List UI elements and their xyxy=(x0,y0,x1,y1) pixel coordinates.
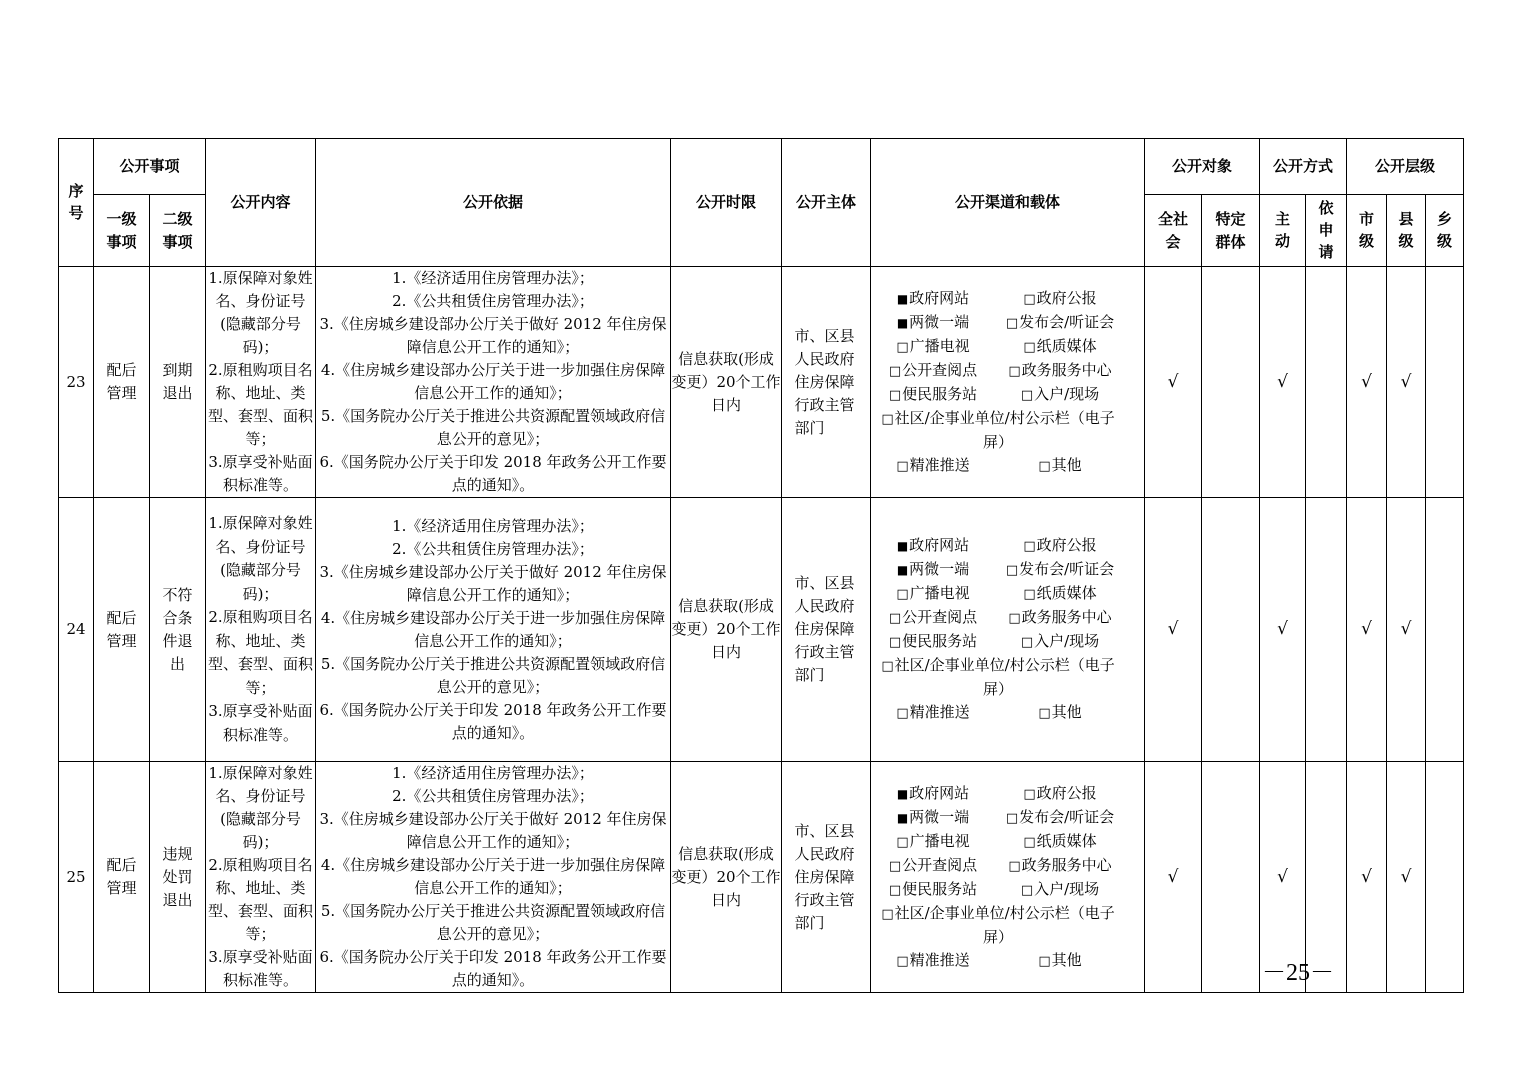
channel-option xyxy=(871,359,995,383)
channel-option xyxy=(995,558,1125,582)
channel-option xyxy=(871,830,995,854)
empty-box-icon: □ xyxy=(1008,363,1021,379)
header-time-limit: 公开时限 xyxy=(671,139,782,267)
channel-label: 入户/现场 xyxy=(1034,632,1100,650)
channel-option xyxy=(871,854,995,878)
channel-label: 政府公报 xyxy=(1036,288,1097,307)
channel-list xyxy=(871,782,1144,973)
header-seq: 序号 xyxy=(59,139,94,267)
row-level-county xyxy=(1387,498,1426,762)
channel-label: 社区/企事业单位/村公示栏（电子屏） xyxy=(894,408,1115,451)
empty-box-icon: □ xyxy=(888,858,902,874)
channel-label: 政府公报 xyxy=(1036,536,1097,554)
channel-label: 广播电视 xyxy=(909,336,970,355)
channel-option xyxy=(995,454,1125,478)
channel-label: 纸质媒体 xyxy=(1036,584,1097,602)
channel-label: 发布会/听证会 xyxy=(1019,807,1115,826)
row-level-county xyxy=(1387,267,1426,498)
channel-label: 广播电视 xyxy=(909,584,970,602)
empty-box-icon: □ xyxy=(1023,291,1036,307)
basis-line: 1.《经济适用住房管理办法》； xyxy=(392,764,594,782)
empty-box-icon: □ xyxy=(888,363,902,379)
empty-box-icon: □ xyxy=(896,587,909,602)
channel-label: 精准推送 xyxy=(909,950,970,969)
row-target-specific xyxy=(1202,762,1260,993)
basis-line: 6.《国务院办公厅关于印发 2018 年政务公开工作要点的通知》。 xyxy=(319,453,667,494)
channel-label: 政府网站 xyxy=(909,783,970,802)
channel-option xyxy=(871,287,995,311)
row-channels xyxy=(871,267,1145,498)
row-level-city xyxy=(1347,762,1387,993)
channel-option xyxy=(995,582,1125,606)
check-icon: √ xyxy=(1361,371,1372,392)
row-item-l2: 到期退出 xyxy=(150,267,206,498)
checked-box-icon: ■ xyxy=(896,786,909,801)
channel-label: 入户/现场 xyxy=(1034,384,1100,403)
empty-box-icon: □ xyxy=(1020,635,1034,650)
row-target-all xyxy=(1145,267,1202,498)
check-icon: √ xyxy=(1277,371,1288,392)
channel-label: 其他 xyxy=(1051,703,1082,721)
check-icon: √ xyxy=(1167,619,1179,639)
channel-label: 便民服务站 xyxy=(902,384,978,403)
empty-box-icon: □ xyxy=(1005,315,1019,331)
row-time-limit: 信息获取(形成变更）20个工作日内 xyxy=(671,498,782,762)
checked-box-icon: ■ xyxy=(896,539,909,553)
channel-label: 纸质媒体 xyxy=(1036,831,1097,850)
channel-option xyxy=(995,878,1125,902)
row-seq: 24 xyxy=(59,498,94,762)
channel-label: 政府网站 xyxy=(909,288,970,307)
empty-box-icon: □ xyxy=(888,387,902,403)
channel-option xyxy=(871,534,995,558)
empty-box-icon: □ xyxy=(1008,858,1021,874)
header-target-specific: 特定群体 xyxy=(1202,195,1260,267)
row-target-specific xyxy=(1202,498,1260,762)
empty-box-icon: □ xyxy=(1023,587,1036,602)
empty-box-icon: □ xyxy=(1005,563,1019,578)
header-method-group: 公开方式 xyxy=(1260,139,1347,195)
basis-line: 3.《住房城乡建设部办公厅关于做好 2012 年住房保障信息公开工作的通知》； xyxy=(319,810,667,851)
channel-label: 发布会/听证会 xyxy=(1019,312,1115,331)
checked-box-icon: ■ xyxy=(896,315,909,330)
row-seq: 25 xyxy=(59,762,94,993)
channel-option xyxy=(871,949,995,973)
row-subject: 市、区县人民政府住房保障行政主管部门 xyxy=(782,267,871,498)
check-icon: √ xyxy=(1400,619,1412,639)
table-row xyxy=(59,498,1464,762)
row-seq: 23 xyxy=(59,267,94,498)
channel-option xyxy=(995,701,1125,725)
channel-label: 政务服务中心 xyxy=(1021,360,1112,379)
channel-option xyxy=(871,654,1125,701)
table-row xyxy=(59,267,1464,498)
content-line: 1.原保障对象姓名、身份证号(隐藏部分号码)； xyxy=(208,269,313,356)
channel-option xyxy=(871,902,1125,949)
channel-label: 政府公报 xyxy=(1036,783,1097,802)
empty-box-icon: □ xyxy=(896,339,909,355)
basis-line: 2.《公共租赁住房管理办法》； xyxy=(392,787,594,805)
empty-box-icon: □ xyxy=(1020,882,1034,898)
empty-box-icon: □ xyxy=(1023,834,1036,850)
basis-line: 3.《住房城乡建设部办公厅关于做好 2012 年住房保障信息公开工作的通知》； xyxy=(319,315,667,356)
basis-line: 6.《国务院办公厅关于印发 2018 年政务公开工作要点的通知》。 xyxy=(319,700,667,742)
row-content xyxy=(206,498,316,762)
row-level-city xyxy=(1347,267,1387,498)
channel-label: 其他 xyxy=(1051,950,1082,969)
channel-label: 广播电视 xyxy=(909,831,970,850)
row-target-all xyxy=(1145,498,1202,762)
content-line: 1.原保障对象姓名、身份证号(隐藏部分号码)； xyxy=(208,514,313,603)
empty-box-icon: □ xyxy=(1020,387,1034,403)
check-icon: √ xyxy=(1361,866,1372,887)
header-basis: 公开依据 xyxy=(316,139,671,267)
disclosure-table xyxy=(58,138,1464,993)
row-level-county xyxy=(1387,762,1426,993)
channel-label: 便民服务站 xyxy=(902,879,978,898)
header-target-all: 全社会 xyxy=(1145,195,1202,267)
content-line: 2.原租购项目名称、地址、类型、套型、面积等； xyxy=(208,608,314,697)
channel-label: 政府网站 xyxy=(909,536,970,554)
row-time-limit: 信息获取(形成变更）20个工作日内 xyxy=(671,267,782,498)
content-line: 3.原享受补贴面积标准等。 xyxy=(208,453,313,494)
checked-box-icon: ■ xyxy=(896,563,909,577)
channel-option xyxy=(995,606,1125,630)
empty-box-icon: □ xyxy=(881,659,894,674)
empty-box-icon: □ xyxy=(881,906,894,922)
row-time-limit: 信息获取(形成变更）20个工作日内 xyxy=(671,762,782,993)
channel-option xyxy=(871,701,995,725)
basis-line: 6.《国务院办公厅关于印发 2018 年政务公开工作要点的通知》。 xyxy=(319,948,667,989)
row-subject: 市、区县人民政府住房保障行政主管部门 xyxy=(782,498,871,762)
check-icon: √ xyxy=(1277,866,1288,887)
empty-box-icon: □ xyxy=(1023,539,1036,554)
header-level-group: 公开层级 xyxy=(1347,139,1464,195)
row-method-apply xyxy=(1306,498,1347,762)
row-item-l1: 配后管理 xyxy=(94,762,150,993)
table-row xyxy=(59,762,1464,993)
channel-option xyxy=(871,582,995,606)
empty-box-icon: □ xyxy=(881,411,894,427)
empty-box-icon: □ xyxy=(896,834,909,850)
basis-line: 4.《住房城乡建设部办公厅关于进一步加强住房保障信息公开工作的通知》； xyxy=(320,608,666,650)
channel-option xyxy=(995,806,1125,830)
row-target-specific xyxy=(1202,267,1260,498)
channel-option xyxy=(995,311,1125,335)
row-content xyxy=(206,762,316,993)
channel-option xyxy=(995,854,1125,878)
empty-box-icon: □ xyxy=(1038,953,1051,969)
header-item-l2: 二级事项 xyxy=(150,195,206,267)
row-method-apply xyxy=(1306,267,1347,498)
channel-option xyxy=(871,335,995,359)
content-line: 3.原享受补贴面积标准等。 xyxy=(208,948,313,989)
header-subject: 公开主体 xyxy=(782,139,871,267)
row-channels xyxy=(871,762,1145,993)
check-icon: √ xyxy=(1167,371,1179,392)
check-icon: √ xyxy=(1400,371,1412,392)
basis-line: 5.《国务院办公厅关于推进公共资源配置领域政府信息公开的意见》； xyxy=(320,407,666,448)
header-level-county: 县级 xyxy=(1387,195,1426,267)
channel-list xyxy=(871,287,1144,478)
row-content xyxy=(206,267,316,498)
channel-option xyxy=(995,287,1125,311)
check-icon: √ xyxy=(1400,866,1412,887)
header-item-group: 公开事项 xyxy=(94,139,206,195)
row-subject: 市、区县人民政府住房保障行政主管部门 xyxy=(782,762,871,993)
basis-line: 2.《公共租赁住房管理办法》； xyxy=(392,539,594,558)
page-number: －25－ xyxy=(1262,960,1334,986)
channel-option xyxy=(995,335,1125,359)
row-basis xyxy=(316,498,671,762)
channel-label: 公开查阅点 xyxy=(902,608,978,626)
header-method-apply: 依申请 xyxy=(1306,195,1347,267)
empty-box-icon: □ xyxy=(1038,458,1051,474)
content-line: 2.原租购项目名称、地址、类型、套型、面积等； xyxy=(208,361,314,448)
empty-box-icon: □ xyxy=(896,706,909,721)
header-item-l1: 一级事项 xyxy=(94,195,150,267)
channel-list xyxy=(871,534,1144,725)
channel-label: 社区/企事业单位/村公示栏（电子屏） xyxy=(894,903,1115,946)
channel-option xyxy=(871,311,995,335)
empty-box-icon: □ xyxy=(896,953,909,969)
channel-option xyxy=(995,830,1125,854)
basis-line: 4.《住房城乡建设部办公厅关于进一步加强住房保障信息公开工作的通知》； xyxy=(320,856,666,897)
header-target-group: 公开对象 xyxy=(1145,139,1260,195)
header-level-town: 乡级 xyxy=(1426,195,1464,267)
channel-option xyxy=(871,630,995,654)
channel-option xyxy=(995,782,1125,806)
channel-option xyxy=(871,558,995,582)
channel-label: 入户/现场 xyxy=(1034,879,1100,898)
basis-line: 5.《国务院办公厅关于推进公共资源配置领域政府信息公开的意见》； xyxy=(320,654,666,696)
row-target-all xyxy=(1145,762,1202,993)
channel-label: 精准推送 xyxy=(909,455,970,474)
empty-box-icon: □ xyxy=(1008,611,1021,626)
channel-option xyxy=(871,782,995,806)
row-item-l1: 配后管理 xyxy=(94,267,150,498)
row-level-town xyxy=(1426,762,1464,993)
row-item-l1: 配后管理 xyxy=(94,498,150,762)
channel-option xyxy=(871,383,995,407)
header-level-city: 市级 xyxy=(1347,195,1387,267)
row-item-l2: 违规处罚退出 xyxy=(150,762,206,993)
empty-box-icon: □ xyxy=(888,611,902,626)
channel-label: 社区/企事业单位/村公示栏（电子屏） xyxy=(894,656,1115,698)
basis-line: 2.《公共租赁住房管理办法》； xyxy=(392,292,594,310)
header-channels: 公开渠道和载体 xyxy=(871,139,1145,267)
channel-option xyxy=(995,630,1125,654)
empty-box-icon: □ xyxy=(1023,786,1036,802)
empty-box-icon: □ xyxy=(1038,706,1051,721)
row-item-l2: 不符合条件退出 xyxy=(150,498,206,762)
content-line: 2.原租购项目名称、地址、类型、套型、面积等； xyxy=(208,856,314,943)
empty-box-icon: □ xyxy=(888,882,902,898)
channel-label: 公开查阅点 xyxy=(902,855,978,874)
channel-label: 政务服务中心 xyxy=(1021,855,1112,874)
channel-label: 纸质媒体 xyxy=(1036,336,1097,355)
check-icon: √ xyxy=(1167,866,1179,887)
empty-box-icon: □ xyxy=(888,635,902,650)
header-content: 公开内容 xyxy=(206,139,316,267)
row-level-town xyxy=(1426,498,1464,762)
checked-box-icon: ■ xyxy=(896,810,909,825)
basis-line: 4.《住房城乡建设部办公厅关于进一步加强住房保障信息公开工作的通知》； xyxy=(320,361,666,402)
content-line: 1.原保障对象姓名、身份证号(隐藏部分号码)； xyxy=(208,764,313,851)
channel-label: 便民服务站 xyxy=(902,632,978,650)
basis-line: 3.《住房城乡建设部办公厅关于做好 2012 年住房保障信息公开工作的通知》； xyxy=(319,562,667,604)
channel-label: 精准推送 xyxy=(909,703,970,721)
check-icon: √ xyxy=(1361,619,1372,639)
check-icon: √ xyxy=(1277,619,1288,639)
row-basis xyxy=(316,762,671,993)
header-method-active: 主动 xyxy=(1260,195,1306,267)
empty-box-icon: □ xyxy=(896,458,909,474)
channel-option xyxy=(995,383,1125,407)
channel-label: 两微一端 xyxy=(909,807,970,826)
row-method-active xyxy=(1260,498,1306,762)
channel-label: 其他 xyxy=(1051,455,1082,474)
channel-option xyxy=(871,806,995,830)
channel-option xyxy=(871,606,995,630)
basis-line: 5.《国务院办公厅关于推进公共资源配置领域政府信息公开的意见》； xyxy=(320,902,666,943)
channel-option xyxy=(871,454,995,478)
channel-label: 政务服务中心 xyxy=(1021,608,1112,626)
empty-box-icon: □ xyxy=(1023,339,1036,355)
channel-option xyxy=(995,359,1125,383)
empty-box-icon: □ xyxy=(1005,810,1019,826)
row-basis xyxy=(316,267,671,498)
basis-line: 1.《经济适用住房管理办法》； xyxy=(392,269,594,287)
channel-option xyxy=(995,949,1125,973)
basis-line: 1.《经济适用住房管理办法》； xyxy=(392,516,594,535)
channel-label: 发布会/听证会 xyxy=(1019,560,1115,578)
channel-label: 两微一端 xyxy=(909,560,970,578)
row-level-town xyxy=(1426,267,1464,498)
row-channels xyxy=(871,498,1145,762)
row-level-city xyxy=(1347,498,1387,762)
channel-option xyxy=(871,407,1125,454)
channel-label: 公开查阅点 xyxy=(902,360,978,379)
channel-label: 两微一端 xyxy=(909,312,970,331)
channel-option xyxy=(871,878,995,902)
content-line: 3.原享受补贴面积标准等。 xyxy=(208,702,313,744)
checked-box-icon: ■ xyxy=(896,291,909,306)
channel-option xyxy=(995,534,1125,558)
row-method-active xyxy=(1260,267,1306,498)
